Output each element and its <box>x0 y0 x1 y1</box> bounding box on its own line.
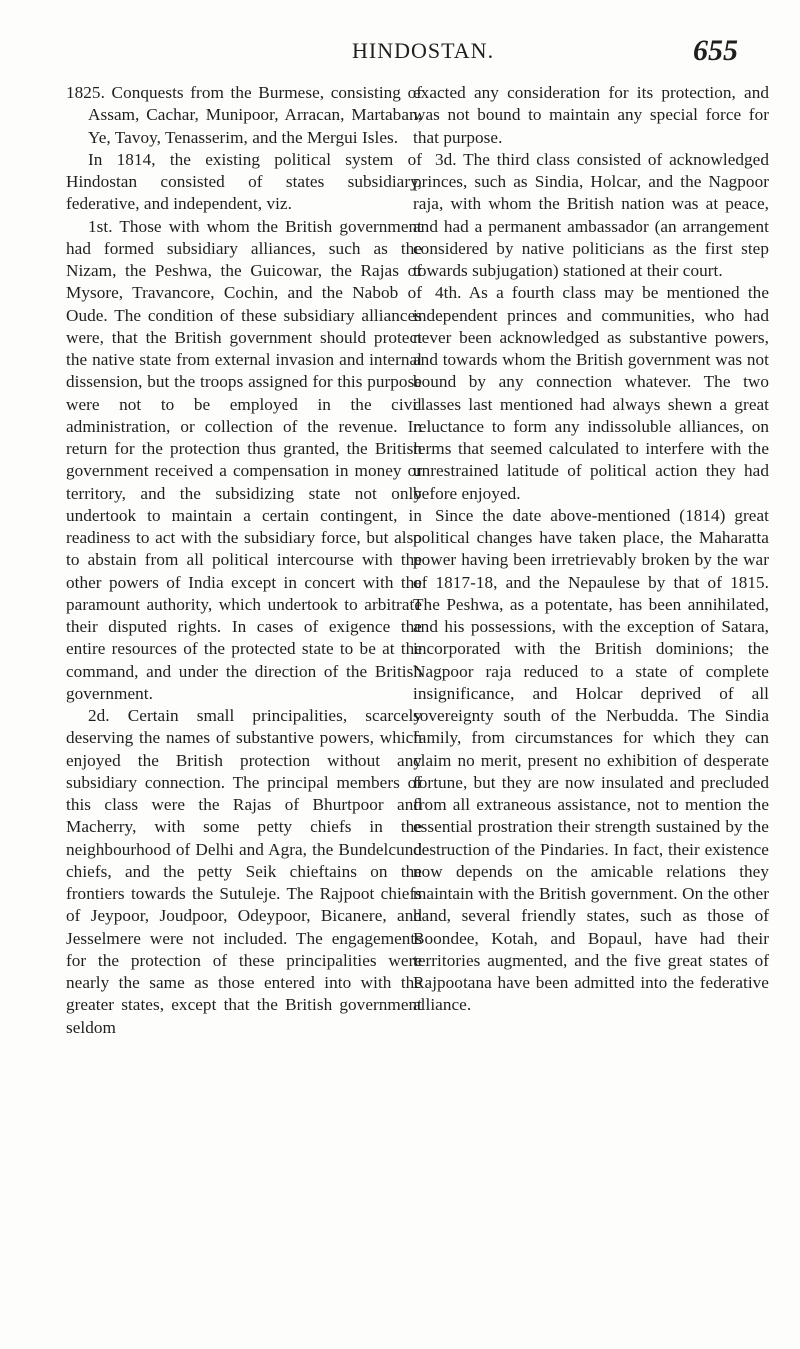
paragraph-first-class: 1st. Those with whom the British government had formed subsidiary alliances, such as the Nizam, the Peshwa, the Guicowar, the Rajas of Mysore, Travancore, Cochin, and the Nabob of Oude. The condition of these subsidiary alliances were, that the British government should protect the native state from external invasion and internal dissension, but the troops assigned for this purpose were not to be employed in the civil administration, or collection of the revenue. In return for the protection thus granted, the British government received a compensation in money or territory, and the subsidizing state not only undertook to maintain a certain contingent, in readiness to act with the subsidiary force, but also to abstain from all political intercourse with the other powers of India except in concert with the paramount authority, which undertook to arbitrate their disputed rights. In cases of exigence the entire resources of the protected state to be at the command, and under the direction of the British government. <box>66 216 422 703</box>
paragraph-continued: exacted any consideration for its protection, and was not bound to maintain any special force for that purpose. <box>413 83 769 147</box>
left-column <box>66 82 422 1039</box>
right-column <box>413 82 769 1017</box>
paragraph-second-class: 2d. Certain small principalities, scarcely deserving the names of substantive powers, which enjoyed the British protection without any subsidiary connection. The principal members of this class were the Rajas of Bhurtpoor and Macherry, with some petty chiefs in the neighbourhood of Delhi and Agra, the Bundelcund chiefs, and the petty Seik chieftains on the frontiers towards the Sutuleje. The Rajpoot chiefs of Jeypoor, Joudpoor, Odeypoor, Bicanere, and Jesselmere were not included. The engagements for the protection of these principalities were nearly the same as those entered into with the greater states, except that the British government seldom <box>66 706 422 1037</box>
paragraph-fourth-class: 4th. As a fourth class may be mentioned the independent princes and communities, who had never been acknowledged as substantive powers, and towards whom the British government was not bound by any connection whatever. The two classes last mentioned had always shewn a great reluctance to form any indissoluble alliances, on terms that seemed calculated to interfere with the unrestrained latitude of political action they had before enjoyed. <box>413 283 769 503</box>
paragraph-third-class: 3d. The third class consisted of acknowledged princes, such as Sindia, Holcar, and the Nagpoor raja, with whom the British nation was at peace, and had a permanent ambassador (an arrangement considered by native politicians as the first step towards subjugation) stationed at their court. <box>413 149 769 280</box>
paragraph-conquests: 1825. Conquests from the Burmese, consisting of Assam, Cachar, Munipoor, Arracan, Martaban, Ye, Tavoy, Tenasserim, and the Mergui Isles. <box>66 83 422 147</box>
running-head: HINDOSTAN. <box>352 38 495 63</box>
paragraph-political-system: In 1814, the existing political system of Hindostan consisted of states subsidiary, federative, and independent, viz. <box>66 149 422 214</box>
paragraph-political-changes: Since the date above-mentioned (1814) great political changes have taken place, the Maharatta power having been irretrievably broken by the war of 1817-18, and the Nepaulese by that of 1815. The Peshwa, as a potentate, has been annihilated, and his possessions, with the exception of Satara, incorporated with the British dominions; the Nagpoor raja reduced to a state of complete insignificance, and Holcar deprived of all sovereignty south of the Nerbudda. The Sindia family, from circumstances for which they can claim no merit, present no exhibition of desperate fortune, but they are now insulated and precluded from all extraneous assistance, not to mention the essential prostration their strength sustained by the destruction of the Pindaries. In fact, their existence now depends on the amicable relations they maintain with the British government. On the other hand, several friendly states, such as those of Boondee, Kotah, and Bopaul, have had their territories augmented, and the five great states of Rajpootana have been admitted into the federative alliance. <box>413 505 769 1015</box>
page-number: 655 <box>693 34 738 67</box>
page-header <box>0 34 800 74</box>
